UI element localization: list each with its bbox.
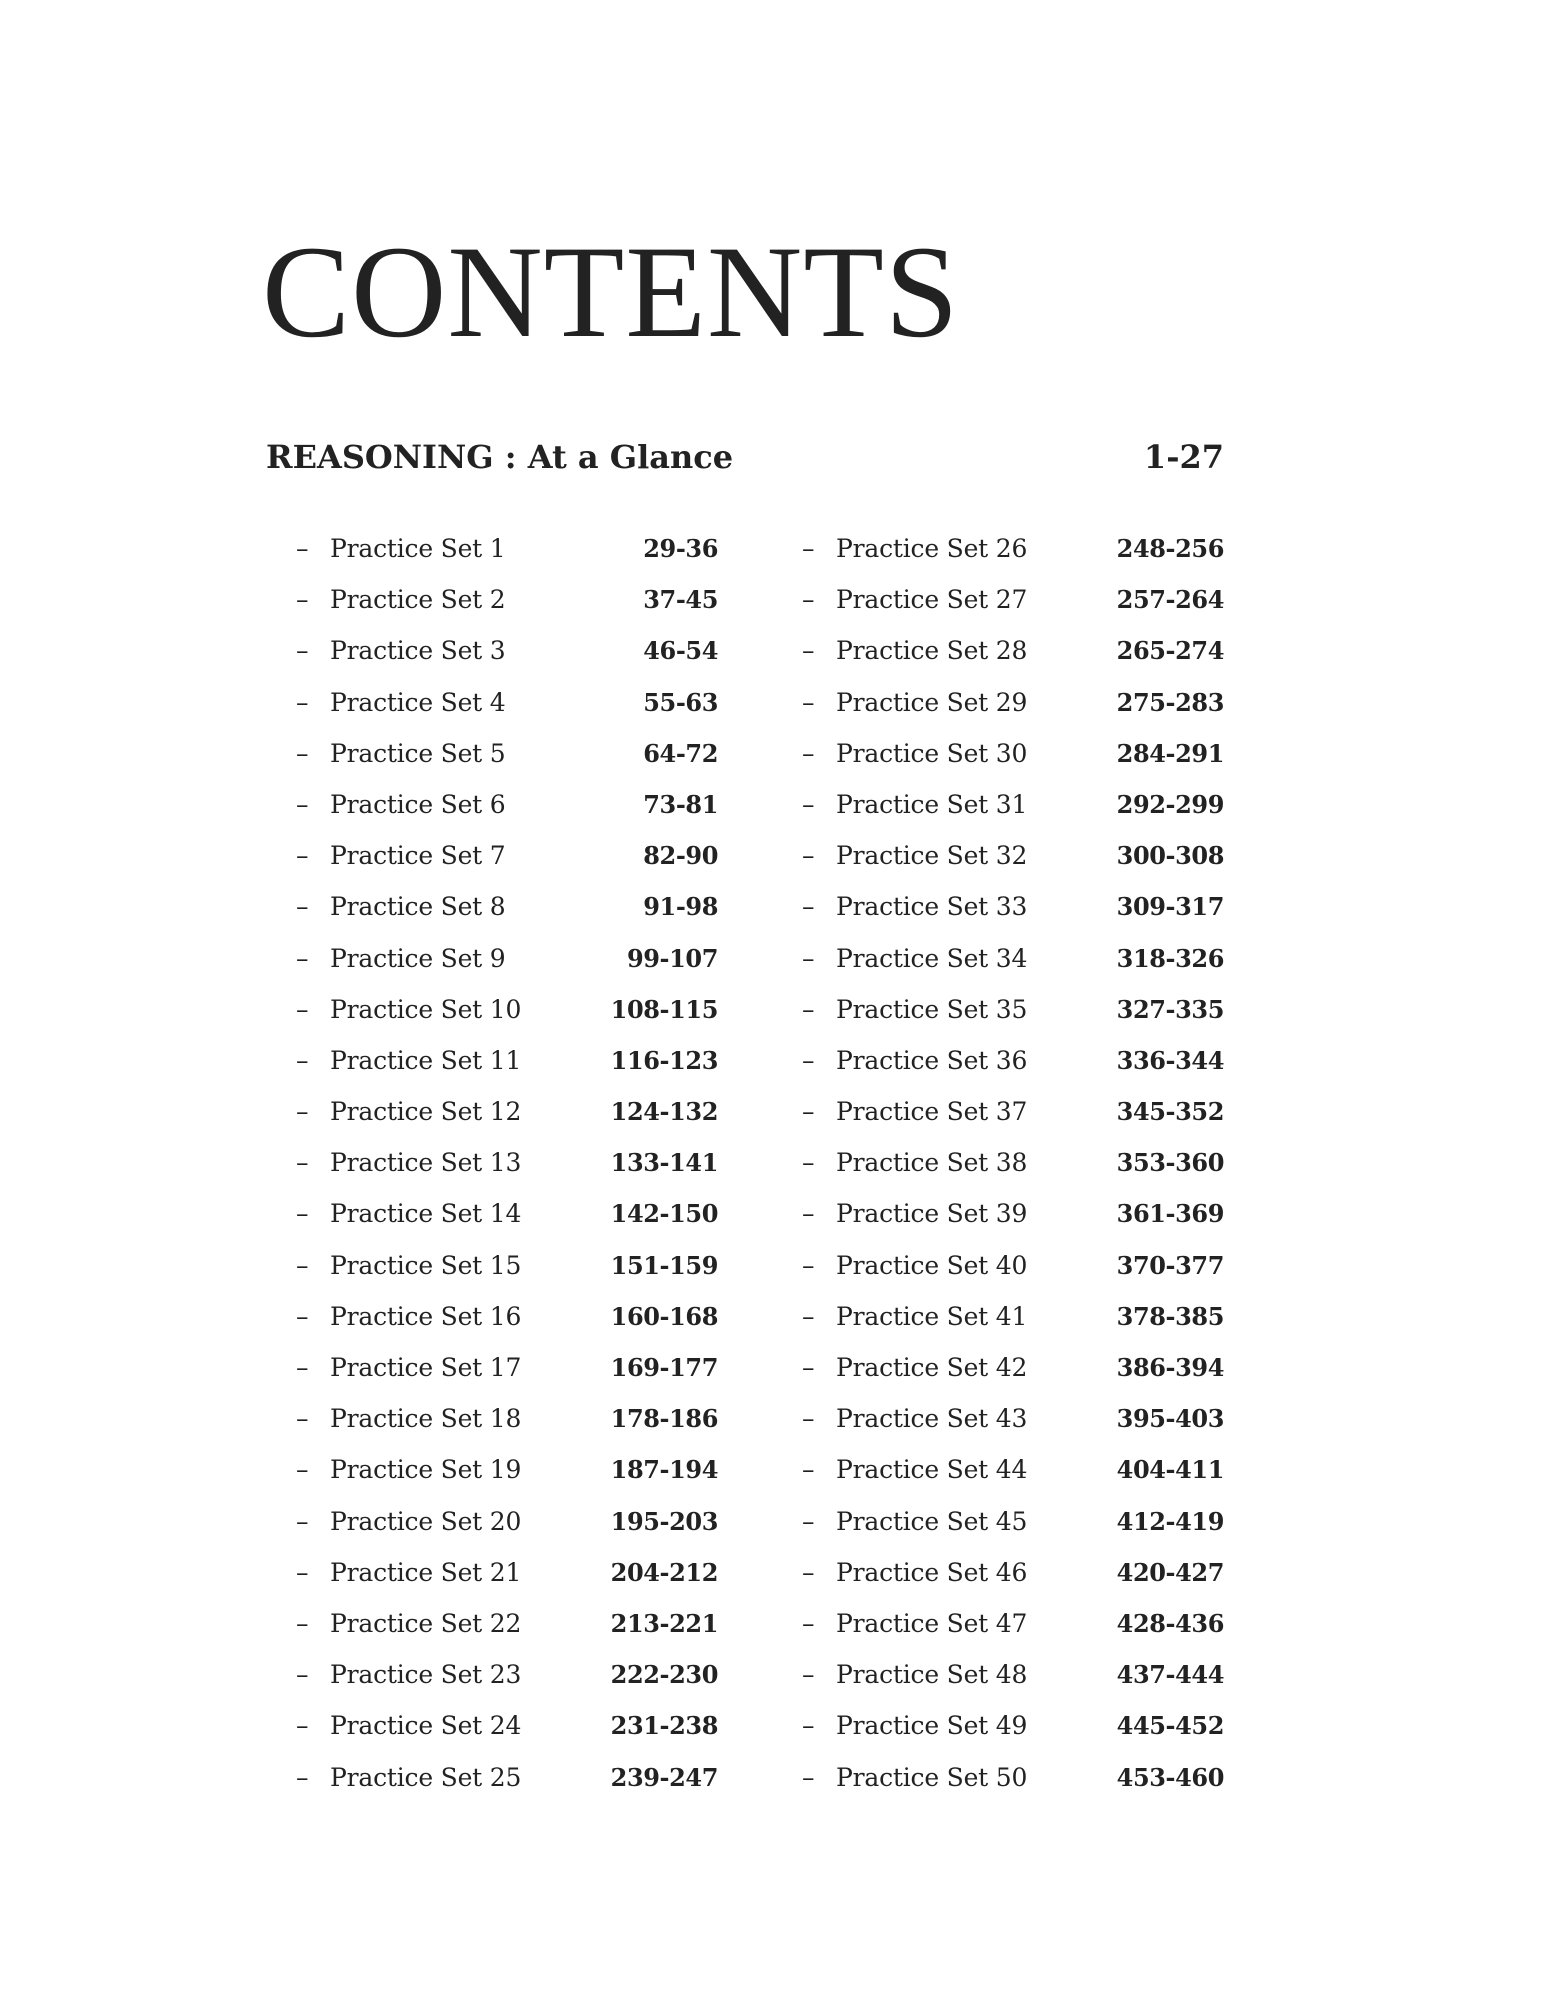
entry-page-range: 453-460 — [1116, 1762, 1224, 1792]
entry-dash: – — [802, 841, 815, 871]
toc-entry — [802, 1755, 1224, 1806]
entry-dash: – — [296, 1199, 309, 1229]
entry-page-range: 292-299 — [1116, 789, 1224, 819]
entry-dash: – — [296, 534, 309, 563]
section-heading — [266, 430, 1224, 484]
entry-label: Practice Set 2 — [330, 585, 506, 615]
toc-entry — [296, 680, 718, 731]
entry-page-range: 361-369 — [1116, 1199, 1224, 1229]
entry-label: Practice Set 29 — [836, 687, 1028, 717]
entry-dash: – — [802, 789, 815, 819]
entry-dash: – — [802, 585, 815, 615]
entry-label: Practice Set 39 — [836, 1199, 1028, 1229]
entry-page-range: 248-256 — [1116, 534, 1224, 563]
entry-dash: – — [296, 1250, 309, 1280]
entry-dash: – — [802, 738, 815, 768]
toc-entry — [296, 1089, 718, 1140]
entry-label: Practice Set 36 — [836, 1045, 1028, 1075]
entry-dash: – — [296, 789, 309, 819]
entry-dash: – — [802, 1250, 815, 1280]
entry-label: Practice Set 17 — [330, 1353, 522, 1382]
entry-page-range: 231-238 — [610, 1711, 718, 1741]
entry-page-range: 420-427 — [1116, 1557, 1224, 1587]
entry-label: Practice Set 34 — [836, 943, 1028, 973]
entry-dash: – — [802, 1199, 815, 1229]
toc-entry — [802, 782, 1224, 833]
entry-label: Practice Set 27 — [836, 585, 1028, 615]
entry-label: Practice Set 13 — [330, 1148, 522, 1178]
entry-page-range: 265-274 — [1116, 636, 1224, 666]
entry-page-range: 378-385 — [1116, 1301, 1224, 1331]
entry-label: Practice Set 11 — [330, 1045, 522, 1075]
entry-dash: – — [802, 994, 815, 1024]
entry-label: Practice Set 3 — [330, 636, 506, 666]
entry-dash: – — [802, 1404, 815, 1434]
toc-entry — [802, 1703, 1224, 1754]
toc-entry — [296, 936, 718, 987]
entry-page-range: 213-221 — [610, 1608, 718, 1638]
toc-entry — [296, 1345, 718, 1396]
toc-entry — [802, 1140, 1224, 1191]
toc-entry — [296, 731, 718, 782]
entry-dash: – — [296, 841, 309, 871]
entry-dash: – — [296, 1506, 309, 1536]
entry-label: Practice Set 30 — [836, 738, 1028, 768]
entry-page-range: 160-168 — [610, 1301, 718, 1331]
entry-label: Practice Set 25 — [330, 1762, 522, 1792]
entry-page-range: 204-212 — [610, 1557, 718, 1587]
entry-page-range: 151-159 — [610, 1250, 718, 1280]
entry-dash: – — [802, 534, 815, 563]
entry-dash: – — [296, 1608, 309, 1638]
entry-label: Practice Set 7 — [330, 841, 506, 871]
entry-label: Practice Set 32 — [836, 841, 1028, 871]
toc-entry — [802, 1345, 1224, 1396]
section-title: REASONING : At a Glance — [266, 438, 734, 476]
entry-page-range: 353-360 — [1116, 1148, 1224, 1178]
entry-dash: – — [296, 636, 309, 666]
entry-page-range: 309-317 — [1116, 892, 1224, 922]
toc-entry — [802, 936, 1224, 987]
entry-dash: – — [802, 1711, 815, 1741]
entry-dash: – — [296, 943, 309, 973]
entry-dash: – — [296, 892, 309, 922]
entry-dash: – — [296, 1148, 309, 1178]
entry-page-range: 142-150 — [610, 1199, 718, 1229]
toc-entry — [296, 526, 718, 577]
entry-label: Practice Set 50 — [836, 1762, 1028, 1792]
entry-page-range: 345-352 — [1116, 1097, 1224, 1127]
toc-entry — [296, 1447, 718, 1498]
entry-page-range: 284-291 — [1116, 738, 1224, 768]
entry-dash: – — [296, 1455, 309, 1485]
toc-entry — [296, 1140, 718, 1191]
entry-label: Practice Set 46 — [836, 1557, 1028, 1587]
entry-label: Practice Set 15 — [330, 1250, 522, 1280]
toc-entry — [802, 1038, 1224, 1089]
toc-entry — [296, 884, 718, 935]
entry-dash: – — [296, 1301, 309, 1331]
toc-entry — [802, 1652, 1224, 1703]
toc-entry — [296, 1038, 718, 1089]
entry-page-range: 300-308 — [1116, 841, 1224, 871]
entry-dash: – — [802, 1762, 815, 1792]
entry-page-range: 178-186 — [610, 1404, 718, 1434]
entry-page-range: 195-203 — [610, 1506, 718, 1536]
toc-entry — [296, 1396, 718, 1447]
entry-label: Practice Set 18 — [330, 1404, 522, 1434]
toc-entry — [802, 1499, 1224, 1550]
entry-label: Practice Set 28 — [836, 636, 1028, 666]
entry-page-range: 64-72 — [643, 738, 718, 768]
entry-label: Practice Set 19 — [330, 1455, 522, 1485]
entry-page-range: 82-90 — [643, 841, 718, 871]
entry-dash: – — [296, 1557, 309, 1587]
entry-page-range: 187-194 — [610, 1455, 718, 1485]
entry-dash: – — [802, 1506, 815, 1536]
toc-entry — [802, 731, 1224, 782]
entry-dash: – — [296, 1045, 309, 1075]
entry-label: Practice Set 9 — [330, 943, 506, 973]
toc-entry — [802, 884, 1224, 935]
entry-label: Practice Set 12 — [330, 1097, 522, 1127]
entry-label: Practice Set 31 — [836, 789, 1028, 819]
entry-label: Practice Set 16 — [330, 1301, 522, 1331]
toc-entry — [802, 680, 1224, 731]
entry-page-range: 239-247 — [610, 1762, 718, 1792]
entry-dash: – — [802, 1608, 815, 1638]
entry-label: Practice Set 45 — [836, 1506, 1028, 1536]
entry-page-range: 386-394 — [1116, 1353, 1224, 1382]
toc-entry — [296, 1550, 718, 1601]
entry-page-range: 437-444 — [1116, 1660, 1224, 1690]
entry-label: Practice Set 8 — [330, 892, 506, 922]
entry-page-range: 29-36 — [643, 534, 718, 563]
entry-page-range: 108-115 — [610, 994, 718, 1024]
toc-entry — [296, 1243, 718, 1294]
entry-dash: – — [802, 1097, 815, 1127]
entry-page-range: 46-54 — [643, 636, 718, 666]
entry-page-range: 257-264 — [1116, 585, 1224, 615]
entry-dash: – — [802, 1148, 815, 1178]
entry-page-range: 91-98 — [643, 892, 718, 922]
entry-page-range: 404-411 — [1116, 1455, 1224, 1485]
entry-dash: – — [802, 892, 815, 922]
entry-dash: – — [802, 1455, 815, 1485]
toc-entry — [296, 1652, 718, 1703]
toc-entry — [296, 1191, 718, 1242]
entry-label: Practice Set 1 — [330, 534, 506, 563]
entry-label: Practice Set 33 — [836, 892, 1028, 922]
section-page-range: 1-27 — [1143, 438, 1224, 476]
entry-label: Practice Set 21 — [330, 1557, 522, 1587]
entry-dash: – — [802, 636, 815, 666]
entry-dash: – — [296, 1711, 309, 1741]
entry-page-range: 116-123 — [610, 1045, 718, 1075]
toc-right-column — [802, 526, 1224, 1806]
toc-entry — [802, 577, 1224, 628]
entry-dash: – — [296, 1097, 309, 1127]
entry-label: Practice Set 14 — [330, 1199, 522, 1229]
toc-entry — [802, 1550, 1224, 1601]
toc-entry — [802, 833, 1224, 884]
entry-page-range: 73-81 — [643, 789, 718, 819]
entry-label: Practice Set 6 — [330, 789, 506, 819]
toc-entry — [802, 1243, 1224, 1294]
entry-label: Practice Set 26 — [836, 534, 1028, 563]
entry-page-range: 124-132 — [610, 1097, 718, 1127]
toc-entry — [802, 1396, 1224, 1447]
toc-entry — [296, 1703, 718, 1754]
toc-entry — [802, 526, 1224, 577]
entry-dash: – — [296, 1404, 309, 1434]
entry-label: Practice Set 10 — [330, 994, 522, 1024]
toc-entry — [802, 1191, 1224, 1242]
entry-dash: – — [802, 1045, 815, 1075]
toc-entry — [296, 833, 718, 884]
toc-entry — [296, 1294, 718, 1345]
entry-label: Practice Set 5 — [330, 738, 506, 768]
entry-label: Practice Set 4 — [330, 687, 506, 717]
toc-left-column — [296, 526, 718, 1806]
toc-entry — [296, 782, 718, 833]
entry-label: Practice Set 49 — [836, 1711, 1028, 1741]
toc-entry — [296, 1499, 718, 1550]
entry-label: Practice Set 37 — [836, 1097, 1028, 1127]
toc-entry — [802, 1294, 1224, 1345]
entry-label: Practice Set 44 — [836, 1455, 1028, 1485]
entry-label: Practice Set 23 — [330, 1660, 522, 1690]
entry-page-range: 336-344 — [1116, 1045, 1224, 1075]
entry-page-range: 428-436 — [1116, 1608, 1224, 1638]
entry-page-range: 275-283 — [1116, 687, 1224, 717]
entry-dash: – — [296, 994, 309, 1024]
entry-dash: – — [802, 1301, 815, 1331]
entry-label: Practice Set 40 — [836, 1250, 1028, 1280]
entry-page-range: 412-419 — [1116, 1506, 1224, 1536]
entry-dash: – — [802, 1353, 815, 1382]
entry-label: Practice Set 20 — [330, 1506, 522, 1536]
toc-entry — [296, 577, 718, 628]
entry-page-range: 395-403 — [1116, 1404, 1224, 1434]
entry-label: Practice Set 43 — [836, 1404, 1028, 1434]
entry-page-range: 99-107 — [626, 943, 718, 973]
entry-label: Practice Set 22 — [330, 1608, 522, 1638]
entry-label: Practice Set 24 — [330, 1711, 522, 1741]
entry-page-range: 169-177 — [610, 1353, 718, 1382]
toc-entry — [296, 628, 718, 679]
entry-dash: – — [296, 1762, 309, 1792]
entry-dash: – — [296, 1660, 309, 1690]
entry-label: Practice Set 41 — [836, 1301, 1028, 1331]
entry-label: Practice Set 47 — [836, 1608, 1028, 1638]
entry-dash: – — [802, 687, 815, 717]
toc-entry — [802, 987, 1224, 1038]
entry-dash: – — [296, 585, 309, 615]
entry-dash: – — [296, 1353, 309, 1382]
entry-page-range: 37-45 — [643, 585, 718, 615]
entry-page-range: 445-452 — [1116, 1711, 1224, 1741]
entry-dash: – — [802, 1660, 815, 1690]
toc-entry — [296, 1755, 718, 1806]
entry-label: Practice Set 35 — [836, 994, 1028, 1024]
entry-dash: – — [296, 687, 309, 717]
toc-entry — [296, 1601, 718, 1652]
entry-page-range: 55-63 — [643, 687, 718, 717]
page-title: CONTENTS — [262, 218, 960, 365]
toc-entry — [296, 987, 718, 1038]
entry-page-range: 318-326 — [1116, 943, 1224, 973]
entry-dash: – — [296, 738, 309, 768]
entry-dash: – — [802, 943, 815, 973]
entry-label: Practice Set 42 — [836, 1353, 1028, 1382]
entry-dash: – — [802, 1557, 815, 1587]
toc-entry — [802, 1601, 1224, 1652]
toc-entry — [802, 1447, 1224, 1498]
toc-entry — [802, 628, 1224, 679]
entry-page-range: 222-230 — [610, 1660, 718, 1690]
entry-page-range: 370-377 — [1116, 1250, 1224, 1280]
entry-page-range: 327-335 — [1116, 994, 1224, 1024]
entry-page-range: 133-141 — [610, 1148, 718, 1178]
entry-label: Practice Set 48 — [836, 1660, 1028, 1690]
toc-entry — [802, 1089, 1224, 1140]
entry-label: Practice Set 38 — [836, 1148, 1028, 1178]
